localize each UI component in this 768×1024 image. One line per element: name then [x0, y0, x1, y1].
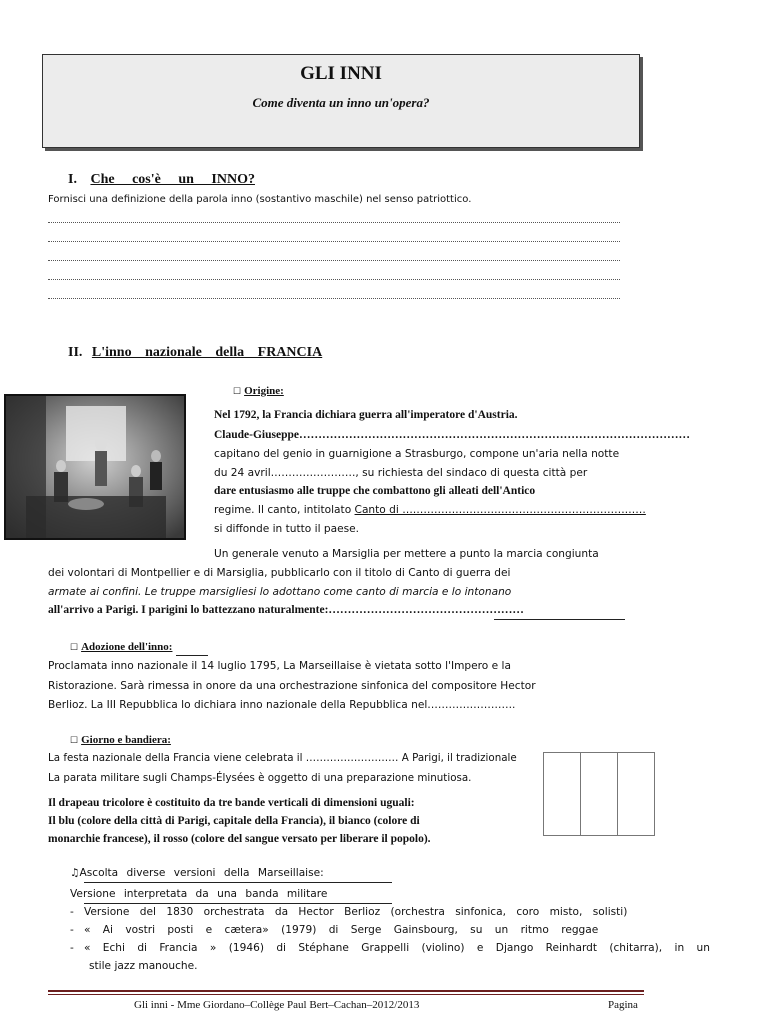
adozione-line-1: Proclamata inno nazionale il 14 luglio 1795, La Marseillaise è vietata sotto l'Impero e la [48, 660, 511, 672]
footer-text: Gli inni - Mme Giordano–Collège Paul Bert–Cachan–2012/2013 [134, 999, 420, 1011]
origine-line-2: Claude-Giuseppe………………………………………………………………………………………… [214, 429, 690, 441]
section-1-number: I. [68, 172, 77, 187]
origine-line-9: dei volontari di Montpellier e di Marsiglia, pubblicarlo con il titolo di Canto di guerra dei [48, 567, 511, 579]
flag-description-line-3: monarchie francese), il rosso (colore del sangue versato per liberare il popolo). [48, 833, 431, 845]
ascolta-item: - « Ai vostri posti e cætera» (1979) di Serge Gainsbourg, su un ritmo reggae [70, 924, 599, 936]
ascolta-heading: ♫Ascolta diverse versioni della Marseillaise: [70, 867, 324, 879]
answer-line [48, 241, 620, 242]
ascolta-item-continued: stile jazz manouche. [89, 960, 198, 972]
origine-line-7: si diffonde in tutto il paese. [214, 523, 360, 535]
section-1-title: Che cos'è un INNO? [90, 172, 255, 187]
title-box [42, 54, 640, 148]
page-subtitle: Come diventa un inno un'opera? [252, 95, 430, 110]
origine-line-1: Nel 1792, la Francia dichiara guerra all'imperatore d'Austria. [214, 409, 518, 421]
origine-line-8: Un generale venuto a Marsiglia per mettere a punto la marcia congiunta [214, 548, 599, 560]
ascolta-intro: Versione interpretata da una banda militare [70, 888, 328, 900]
adozione-line-3: Berlioz. La III Repubblica lo dichiara inno nazionale della Repubblica nel……………………. [48, 699, 516, 711]
flag-outline [543, 752, 655, 836]
footer-rule [48, 994, 644, 995]
answer-line [48, 260, 620, 261]
underline-rule [84, 903, 392, 904]
giorno-line-2: La parata militare sugli Champs-Élysées è oggetto di una preparazione minutiosa. [48, 772, 472, 784]
footer-page-label: Pagina [608, 999, 638, 1011]
section-1-heading [68, 172, 255, 188]
answer-line [48, 222, 620, 223]
origine-heading: ☐ Origine: [233, 385, 284, 397]
origine-line-10: armate ai confini. Le truppe marsigliesi lo adottano come canto di marcia e lo intonano [48, 586, 512, 598]
flag-description-line-1: Il drapeau tricolore è costituito da tre bande verticali di dimensioni uguali: [48, 797, 415, 809]
flag-description-line-2: Il blu (colore della città di Parigi, capitale della Francia), il bianco (colore di [48, 815, 420, 827]
ascolta-item: - « Echi di Francia » (1946) di Stéphane Grappelli (violino) e Django Reinhardt (chitarra), in un [70, 942, 710, 954]
section-1-instruction: Fornisci una definizione della parola inno (sostantivo maschile) nel senso patriottico. [48, 194, 472, 205]
section-2-number: II. [68, 345, 83, 360]
adozione-line-2: Ristorazione. Sarà rimessa in onore da una orchestrazione sinfonica del compositore Hector [48, 680, 536, 692]
origine-line-3: capitano del genio in guarnigione a Strasburgo, compone un'aria nella notte [214, 448, 620, 460]
adozione-heading: ☐ Adozione dell'inno: [70, 641, 173, 653]
answer-line [48, 298, 620, 299]
section-2-heading [68, 345, 322, 361]
flag-band [581, 753, 618, 835]
section-2-title: L'inno nazionale della FRANCIA [91, 345, 323, 360]
flag-band [544, 753, 581, 835]
historical-painting-image [4, 394, 186, 540]
origine-line-5: dare entusiasmo alle truppe che combattono gli alleati dell'Antico [214, 485, 536, 497]
underline-rule [176, 655, 208, 656]
ascolta-item: - Versione del 1830 orchestrata da Hector Berlioz (orchestra sinfonica, coro misto, solisti) [70, 906, 628, 918]
origine-line-4: du 24 avril……………………, su richiesta del sindaco di questa città per [214, 467, 588, 479]
giorno-line-1: La festa nazionale della Francia viene celebrata il ……………………… A Parigi, il tradizionale [48, 752, 517, 764]
origine-line-11: all'arrivo a Parigi. I parigini lo battezzano naturalmente:…………………………………………… [48, 604, 524, 616]
underline-rule [494, 619, 625, 620]
underline-rule [84, 882, 392, 883]
origine-line-6: regime. Il canto, intitolato Canto di …………………………………………………………… [214, 504, 646, 516]
answer-line [48, 279, 620, 280]
footer-rule [48, 990, 644, 992]
page-title: GLI INNI [300, 63, 382, 84]
painting-illustration [6, 396, 184, 538]
giorno-heading: ☐ Giorno e bandiera: [70, 734, 171, 746]
flag-band [618, 753, 654, 835]
